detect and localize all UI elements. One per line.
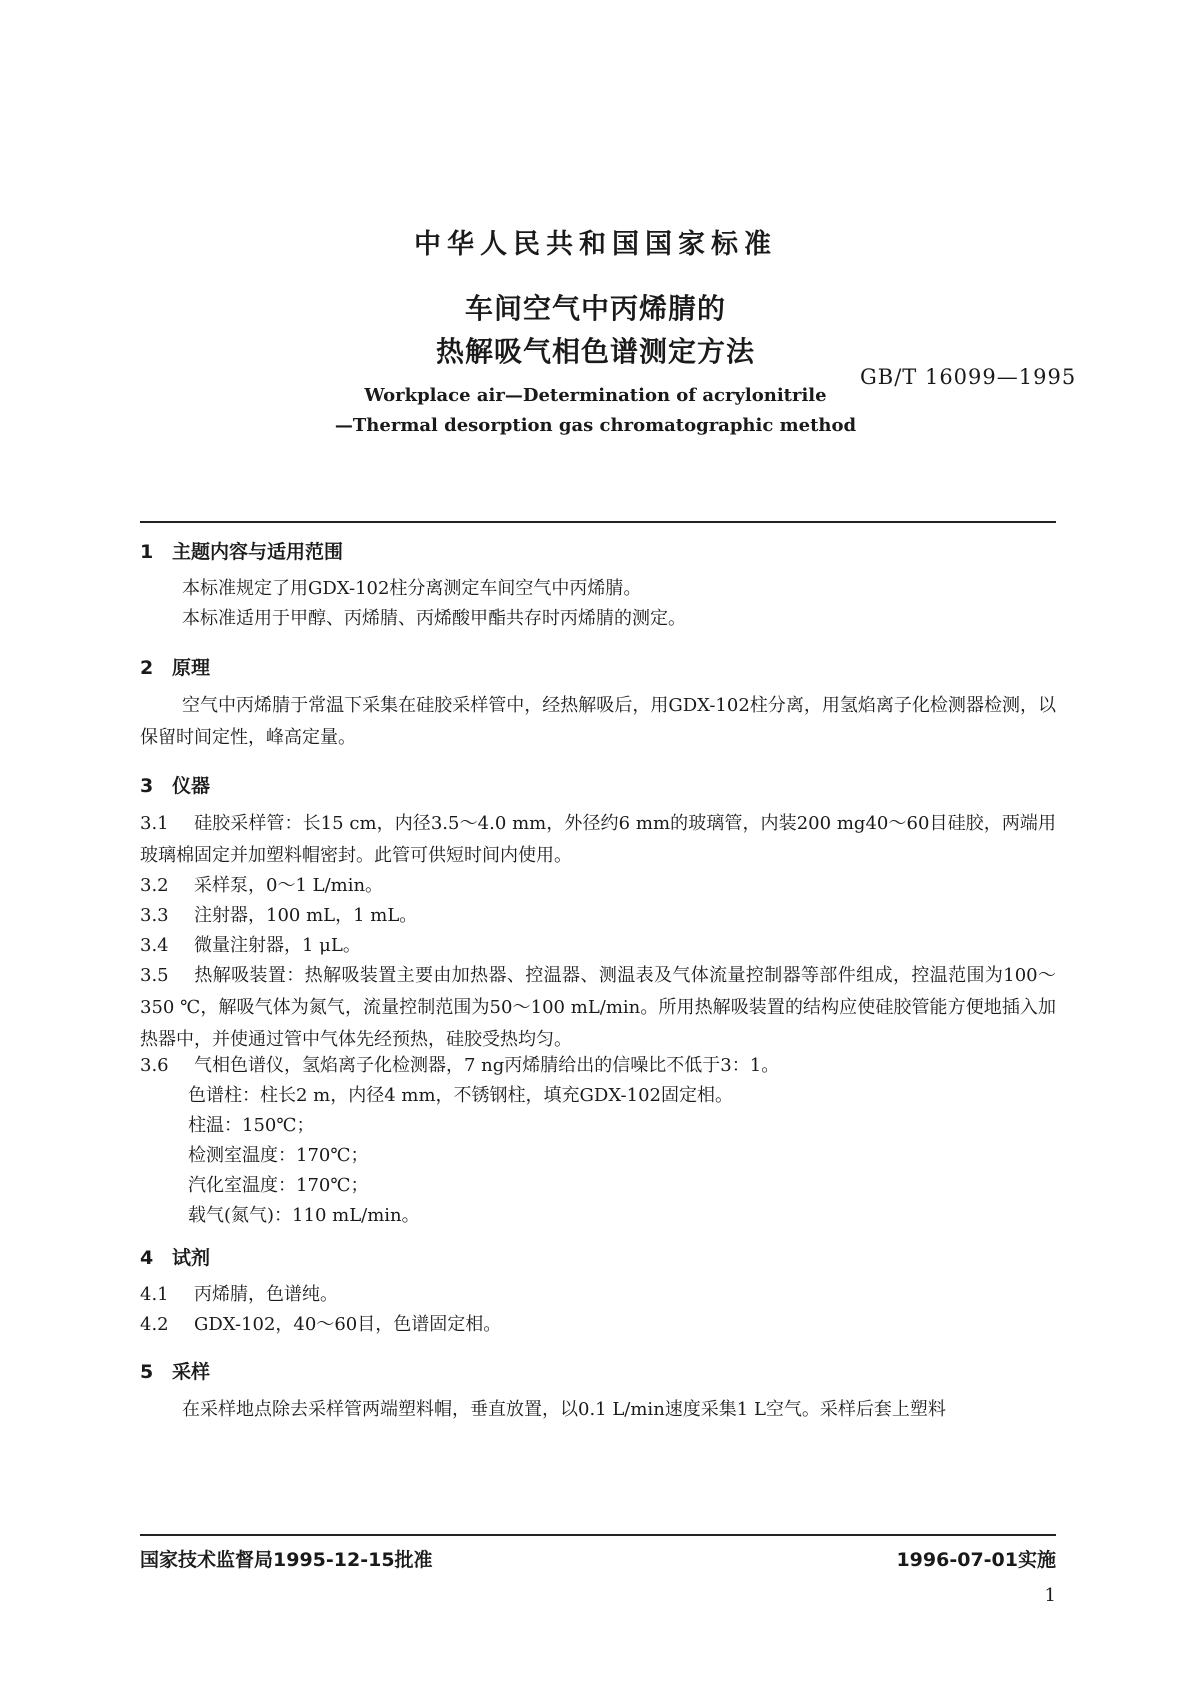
section-1-paragraph-2: 本标准适用于甲醇、丙烯腈、丙烯酸甲酯共存时丙烯腈的测定。: [182, 608, 686, 629]
item-text: 硅胶采样管：长15 cm，内径3.5～4.0 mm，外径约6 mm的玻璃管，内装200 mg40～60目硅胶，两端用玻璃棉固定并加塑料帽密封。此管可供短时间内使用。: [140, 813, 1056, 866]
item-text: 微量注射器，1 μL。: [194, 935, 361, 956]
document-title-line-2: 热解吸气相色谱测定方法: [435, 335, 755, 368]
item-4-2: [140, 1309, 1056, 1341]
section-title: 主题内容与适用范围: [172, 541, 344, 563]
section-3-heading: [140, 771, 210, 798]
section-title: 原理: [172, 657, 211, 679]
item-3-4: [140, 930, 1056, 962]
standard-number: GB/T 16099—1995: [860, 365, 1077, 389]
item-text: GDX-102，40～60目，色谱固定相。: [194, 1314, 502, 1335]
section-5-paragraph-1: 在采样地点除去采样管两端塑料帽，垂直放置，以0.1 L/min速度采集1 L空气。采样后套上塑料: [182, 1399, 946, 1420]
section-1-paragraph-1: 本标准规定了用GDX-102柱分离测定车间空气中丙烯腈。: [182, 578, 642, 599]
standard-category-title: 中华人民共和国国家标准: [414, 229, 777, 260]
carrier-gas: 载气(氮气)：110 mL/min。: [188, 1205, 420, 1226]
item-number: 4.1: [140, 1284, 169, 1305]
section-5-heading: [140, 1357, 210, 1384]
section-1-heading: [140, 537, 343, 564]
item-3-2: [140, 870, 1056, 902]
section-number: 1: [140, 541, 154, 563]
item-text: 采样泵，0～1 L/min。: [194, 875, 384, 896]
item-text: 丙烯腈，色谱纯。: [194, 1284, 338, 1305]
item-number: 3.1: [140, 813, 169, 834]
column-temperature: 柱温：150℃；: [188, 1115, 315, 1136]
section-4-heading: [140, 1243, 210, 1270]
item-number: 3.5: [140, 965, 169, 986]
english-title-line-2: —Thermal desorption gas chromatographic method: [334, 415, 857, 436]
item-3-6: [140, 1050, 1056, 1082]
section-number: 2: [140, 657, 154, 679]
section-title: 采样: [172, 1361, 211, 1383]
detector-temperature: 检测室温度：170℃；: [188, 1145, 369, 1166]
item-number: 3.4: [140, 935, 169, 956]
section-title: 仪器: [172, 775, 211, 797]
item-3-3: [140, 900, 1056, 932]
item-number: 3.3: [140, 905, 169, 926]
item-4-1: [140, 1279, 1056, 1311]
item-3-5: [140, 960, 1056, 1056]
document-title-line-1: 车间空气中丙烯腈的: [464, 292, 726, 325]
approval-date: 国家技术监督局1995-12-15批准: [140, 1549, 433, 1571]
section-number: 3: [140, 775, 154, 797]
vaporizer-temperature: 汽化室温度：170℃；: [188, 1175, 369, 1196]
section-number: 4: [140, 1247, 154, 1269]
effective-date: 1996-07-01实施: [896, 1549, 1056, 1571]
section-2-paragraph-1: 空气中丙烯腈于常温下采集在硅胶采样管中，经热解吸后，用GDX-102柱分离，用氢焰离子化检测器检测，以保留时间定性，峰高定量。: [140, 695, 1056, 748]
section-number: 5: [140, 1361, 154, 1383]
item-3-1: [140, 808, 1056, 872]
item-number: 3.6: [140, 1055, 169, 1076]
item-text: 气相色谱仪，氢焰离子化检测器，7 ng丙烯腈给出的信噪比不低于3：1。: [194, 1055, 780, 1076]
item-text: 热解吸装置：热解吸装置主要由加热器、控温器、测温表及气体流量控制器等部件组成，控温范围为100～350 ℃，解吸气体为氮气，流量控制范围为50～100 mL/min。所用热解吸装置的结构应使硅胶管能方便地插入加热器中，并使通过管中气体先经预热，硅胶受热均匀。: [140, 965, 1056, 1050]
footer-divider: [140, 1534, 1056, 1536]
header-divider: [140, 521, 1056, 523]
english-title-line-1: Workplace air—Determination of acrylonitrile: [364, 385, 827, 406]
column-spec: 色谱柱：柱长2 m，内径4 mm，不锈钢柱，填充GDX-102固定相。: [188, 1085, 733, 1106]
section-title: 试剂: [172, 1247, 211, 1269]
page-number: 1: [1044, 1585, 1056, 1606]
item-number: 3.2: [140, 875, 169, 896]
section-2-heading: [140, 653, 210, 680]
item-number: 4.2: [140, 1314, 169, 1335]
item-text: 注射器，100 mL，1 mL。: [194, 905, 418, 926]
